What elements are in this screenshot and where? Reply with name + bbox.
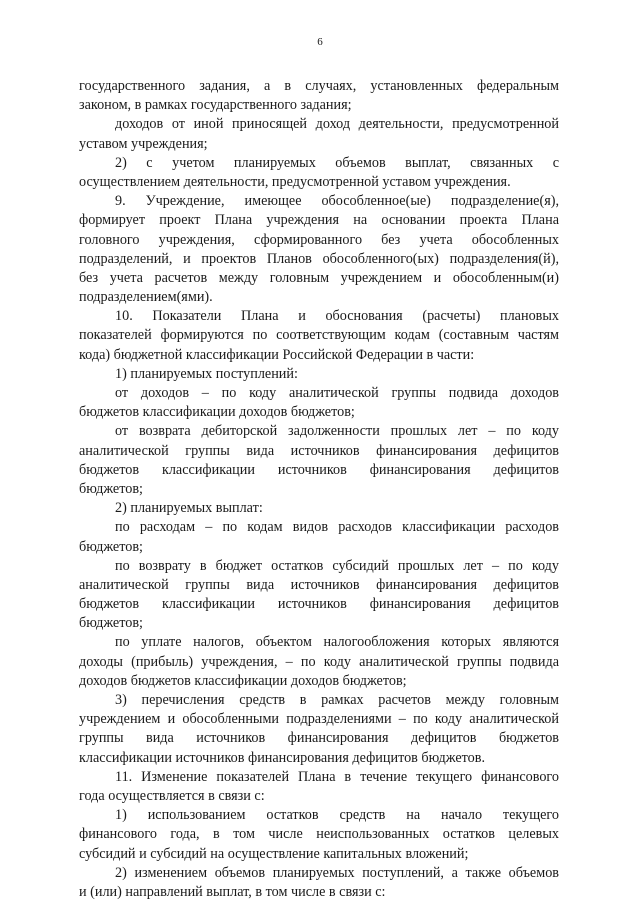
text-line: бюджетов; xyxy=(79,480,143,497)
text-line: по уплате налогов, объектом налогообложения которых являются xyxy=(115,634,559,651)
text-line: года осуществляется в связи с: xyxy=(79,787,265,804)
text-line: доходы (прибыль) учреждения, – по коду аналитической группы подвида xyxy=(79,653,559,670)
text-line: головного учреждения, сформированного без учета обособленных xyxy=(79,231,559,248)
text-line: государственного задания, а в случаях, установленных федеральным xyxy=(79,78,559,94)
text-line: по расходам – по кодам видов расходов классификации расходов xyxy=(115,519,559,536)
text-line: подразделений, и проектов Планов обособленного(ых) подразделения(й), xyxy=(79,250,559,267)
text-line: от возврата дебиторской задолженности прошлых лет – по коду xyxy=(115,423,559,440)
text-line: кода) бюджетной классификации Российской Федерации в части: xyxy=(79,346,475,363)
text-line: по возврату в бюджет остатков субсидий прошлых лет – по коду xyxy=(115,557,559,574)
text-line: от доходов – по коду аналитической группы подвида доходов xyxy=(115,385,559,401)
text-line: 2) изменением объемов планируемых поступлений, а также объемов xyxy=(115,864,559,881)
text-line: доходов от иной приносящей доход деятельности, предусмотренной xyxy=(115,116,559,133)
text-line: бюджетов; xyxy=(79,615,143,632)
text-line: аналитической группы вида источников финансирования дефицитов xyxy=(79,442,559,459)
text-line: 1) использованием остатков средств на начало текущего xyxy=(115,807,559,824)
text-line: 2) с учетом планируемых объемов выплат, связанных с xyxy=(115,154,559,171)
text-line: показателей формируются по соответствующим кодам (составным частям xyxy=(79,327,559,344)
text-line: и (или) направлений выплат, в том числе в связи с: xyxy=(79,883,386,900)
text-line: уставом учреждения; xyxy=(79,135,208,152)
text-line: 1) планируемых поступлений: xyxy=(115,365,298,382)
text-line: осуществлением деятельности, предусмотренной уставом учреждения. xyxy=(79,173,511,190)
text-line: без учета расчетов между головным учреждением и обособленным(и) xyxy=(79,269,559,286)
text-line: классификации источников финансирования дефицитов бюджетов. xyxy=(79,749,486,766)
text-line: формирует проект Плана учреждения на основании проекта Плана xyxy=(79,212,559,229)
text-line: финансового года, в том числе неиспользованных остатков целевых xyxy=(79,826,559,843)
text-line: бюджетов классификации источников финансирования дефицитов xyxy=(79,461,559,478)
text-line: учреждением и обособленными подразделениями – по коду аналитической xyxy=(79,711,559,728)
document-body xyxy=(79,77,559,902)
text-line: законом, в рамках государственного задания; xyxy=(79,97,352,114)
text-line: субсидий и субсидий на осуществление капитальных вложений; xyxy=(79,845,469,862)
text-line: 2) планируемых выплат: xyxy=(115,500,263,517)
text-line: бюджетов классификации источников финансирования дефицитов xyxy=(79,596,559,613)
text-line: бюджетов классификации доходов бюджетов; xyxy=(79,404,355,421)
text-line: подразделением(ями). xyxy=(79,289,213,306)
text-line: бюджетов; xyxy=(79,538,143,555)
text-line: 11. Изменение показателей Плана в течение текущего финансового xyxy=(115,768,559,785)
text-line: группы вида источников финансирования дефицитов бюджетов xyxy=(79,730,559,747)
text-line: аналитической группы вида источников финансирования дефицитов xyxy=(79,576,559,593)
page-number: 6 xyxy=(317,36,323,48)
text-line: 10. Показатели Плана и обоснования (расчеты) плановых xyxy=(115,308,559,325)
text-line: 3) перечисления средств в рамках расчетов между головным xyxy=(115,692,559,708)
text-line: доходов бюджетов классификации доходов бюджетов; xyxy=(79,672,407,689)
text-line: 9. Учреждение, имеющее обособленное(ые) подразделение(я), xyxy=(115,193,559,210)
